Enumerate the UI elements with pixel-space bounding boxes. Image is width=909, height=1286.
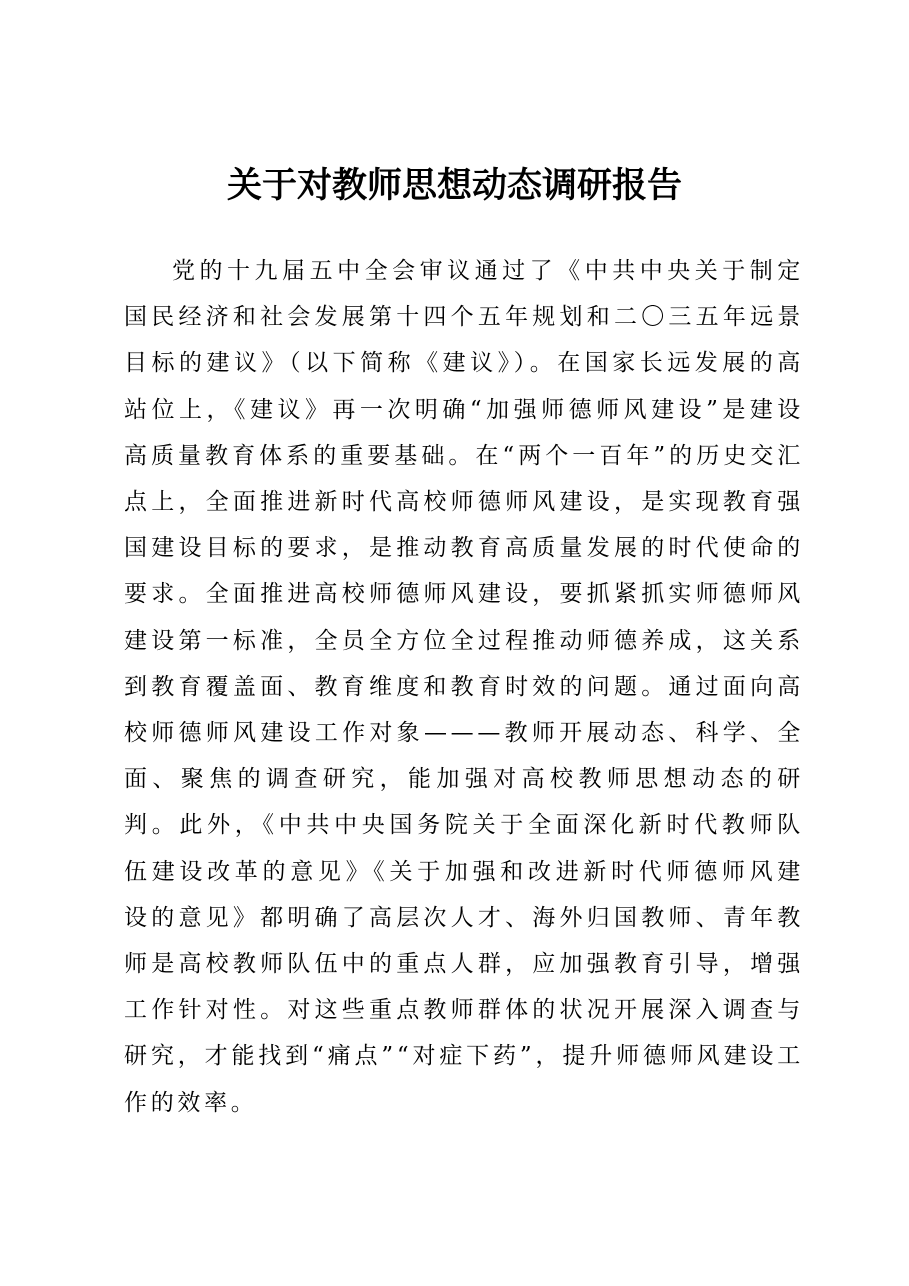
- document-title: 关于对教师思想动态调研报告: [226, 165, 682, 206]
- body-paragraph: 党的十九届五中全会审议通过了《中共中央关于制定国民经济和社会发展第十四个五年规划和二〇三五年远景目标的建议》（以下简称《建议》）。在国家长远发展的高站位上，《建议》再一次明确“加强师德师风建设”是建设高质量教育体系的重要基础。在“两个一百年”的历史交汇点上，全面推进新时代高校师德师风建设，是实现教育强国建设目标的要求，是推动教育高质量发展的时代使命的要求。全面推进高校师德师风建设，要抓紧抓实师德师风建设第一标准，全员全方位全过程推动师德养成，这关系到教育覆盖面、教育维度和教育时效的问题。通过面向高校师德师风建设工作对象———教师开展动态、科学、全面、聚焦的调查研究，能加强对高校教师思想动态的研判。此外，《中共中央国务院关于全面深化新时代教师队伍建设改革的意见》《关于加强和改进新时代师德师风建设的意见》都明确了高层次人才、海外归国教师、青年教师是高校教师队伍中的重点人群，应加强教育引导，增强工作针对性。对这些重点教师群体的状况开展深入调查与研究，才能找到“痛点”“对症下药”，提升师德师风建设工作的效率。: [124, 258, 804, 1116]
